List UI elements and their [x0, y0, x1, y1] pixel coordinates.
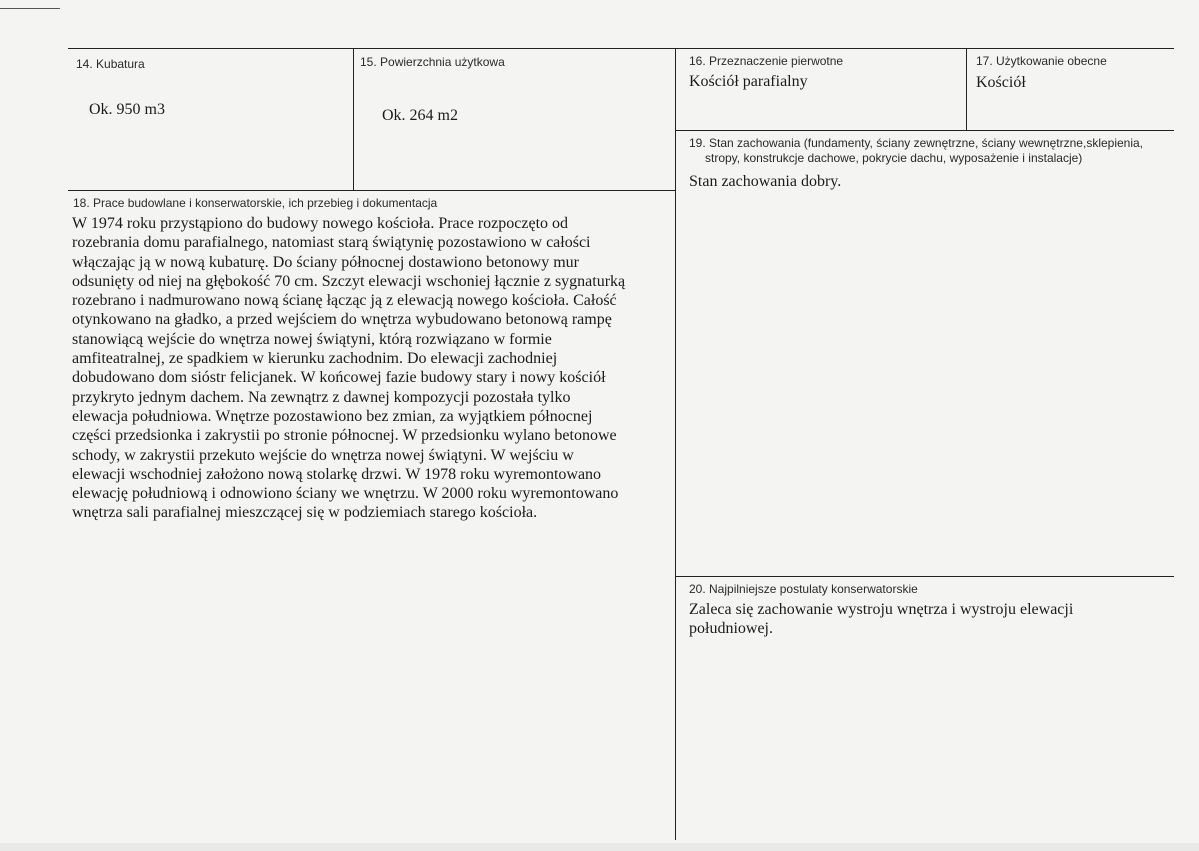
postulaty-line: Zaleca się zachowanie wystroju wnętrza i wystroju elewacji: [689, 601, 1074, 618]
prace-line: elewacja południowa. Wnętrze pozostawiono bez zmian, za wyjątkiem północnej: [72, 407, 593, 425]
powierzchnia-value: Ok. 264 m2: [382, 107, 458, 124]
przeznaczenie-label: 16. Przeznaczenie pierwotne: [689, 54, 844, 68]
stan-label-line2: stropy, konstrukcje dachowe, pokrycie dachu, wyposażenie i instalacje): [705, 151, 1083, 165]
prace-line: części przedsionka i zakrystii po stronie północnej. W przedsionku wylano betonowe: [72, 427, 617, 445]
prace-line: przykryto jednym dachem. Na zewnątrz z dawnej kompozycji pozostała tylko: [72, 388, 571, 406]
prace-line: rozebrano i nadmurowano nową ścianę łącząc ją z elewacją nowego kościoła. Całość: [72, 292, 617, 310]
divider-16-17: [966, 48, 967, 130]
prace-line: włączając ją w nową kubaturę. Do ściany północnej dostawiono betonowy mur: [72, 253, 579, 271]
prace-line: otynkowano na gładko, a przed wejściem do wnętrza wybudowano betonową rampę: [72, 311, 612, 329]
stan-label-line1: 19. Stan zachowania (fundamenty, ściany zewnętrzne, ściany wewnętrzne,sklepienia,: [689, 136, 1144, 150]
prace-line: elewację południową i odnowiono ściany we wnętrzu. W 2000 roku wyremontowano: [72, 485, 619, 503]
postulaty-text: [689, 600, 1073, 639]
uzytkowanie-value: Kościół: [976, 74, 1026, 91]
line-above-20: [676, 576, 1174, 577]
przeznaczenie-value: Kościół parafialny: [689, 73, 808, 90]
divider-center: [675, 48, 676, 840]
kubatura-value: Ok. 950 m3: [89, 101, 165, 118]
top-border-line: [68, 48, 1174, 49]
line-above-19: [676, 130, 1174, 131]
postulaty-label: 20. Najpilniejsze postulaty konserwatorskie: [689, 582, 918, 596]
prace-line: W 1974 roku przystąpiono do budowy nowego kościoła. Prace rozpoczęto od: [72, 215, 569, 232]
prace-line: amfiteatralnej, ze spadkiem w kierunku zachodnim. Do elewacji zachodniej: [72, 350, 558, 368]
uzytkowanie-label: 17. Użytkowanie obecne: [976, 54, 1107, 68]
prace-line: odsunięty od niej na głębokość 70 cm. Szczyt elewacji wschoniej łącznie z sygnaturką: [72, 272, 626, 290]
kubatura-label: 14. Kubatura: [76, 57, 145, 71]
prace-line: wnętrza sali parafialnej mieszczącej się w podziemiach starego kościoła.: [72, 504, 538, 522]
page-bottom-edge: [0, 843, 1199, 851]
prace-line: rozebrania domu parafialnego, natomiast starą świątynię pozostawiono w całości: [72, 234, 591, 252]
corner-mark: [0, 8, 60, 9]
prace-label: 18. Prace budowlane i konserwatorskie, ich przebieg i dokumentacja: [73, 196, 438, 210]
divider-14-15: [353, 48, 354, 190]
postulaty-line: południowej.: [689, 620, 773, 638]
prace-line: stanowiącą wejście do wnętrza nowej świątyni, którą rozwiązano w formie: [72, 330, 552, 348]
prace-line: schody, w zakrystii przekuto wejście do wnętrza nowej świątyni. W wejściu w: [72, 446, 574, 464]
prace-line: elewacji wschodniej założono nową stolarkę drzwi. W 1978 roku wyremontowano: [72, 465, 602, 483]
powierzchnia-label: 15. Powierzchnia użytkowa: [360, 55, 505, 69]
prace-text: [72, 214, 625, 523]
line-above-18: [68, 190, 676, 191]
stan-value: Stan zachowania dobry.: [689, 173, 842, 190]
prace-line: dobudowano dom sióstr felicjanek. W końcowej fazie budowy stary i nowy kościół: [72, 369, 606, 387]
